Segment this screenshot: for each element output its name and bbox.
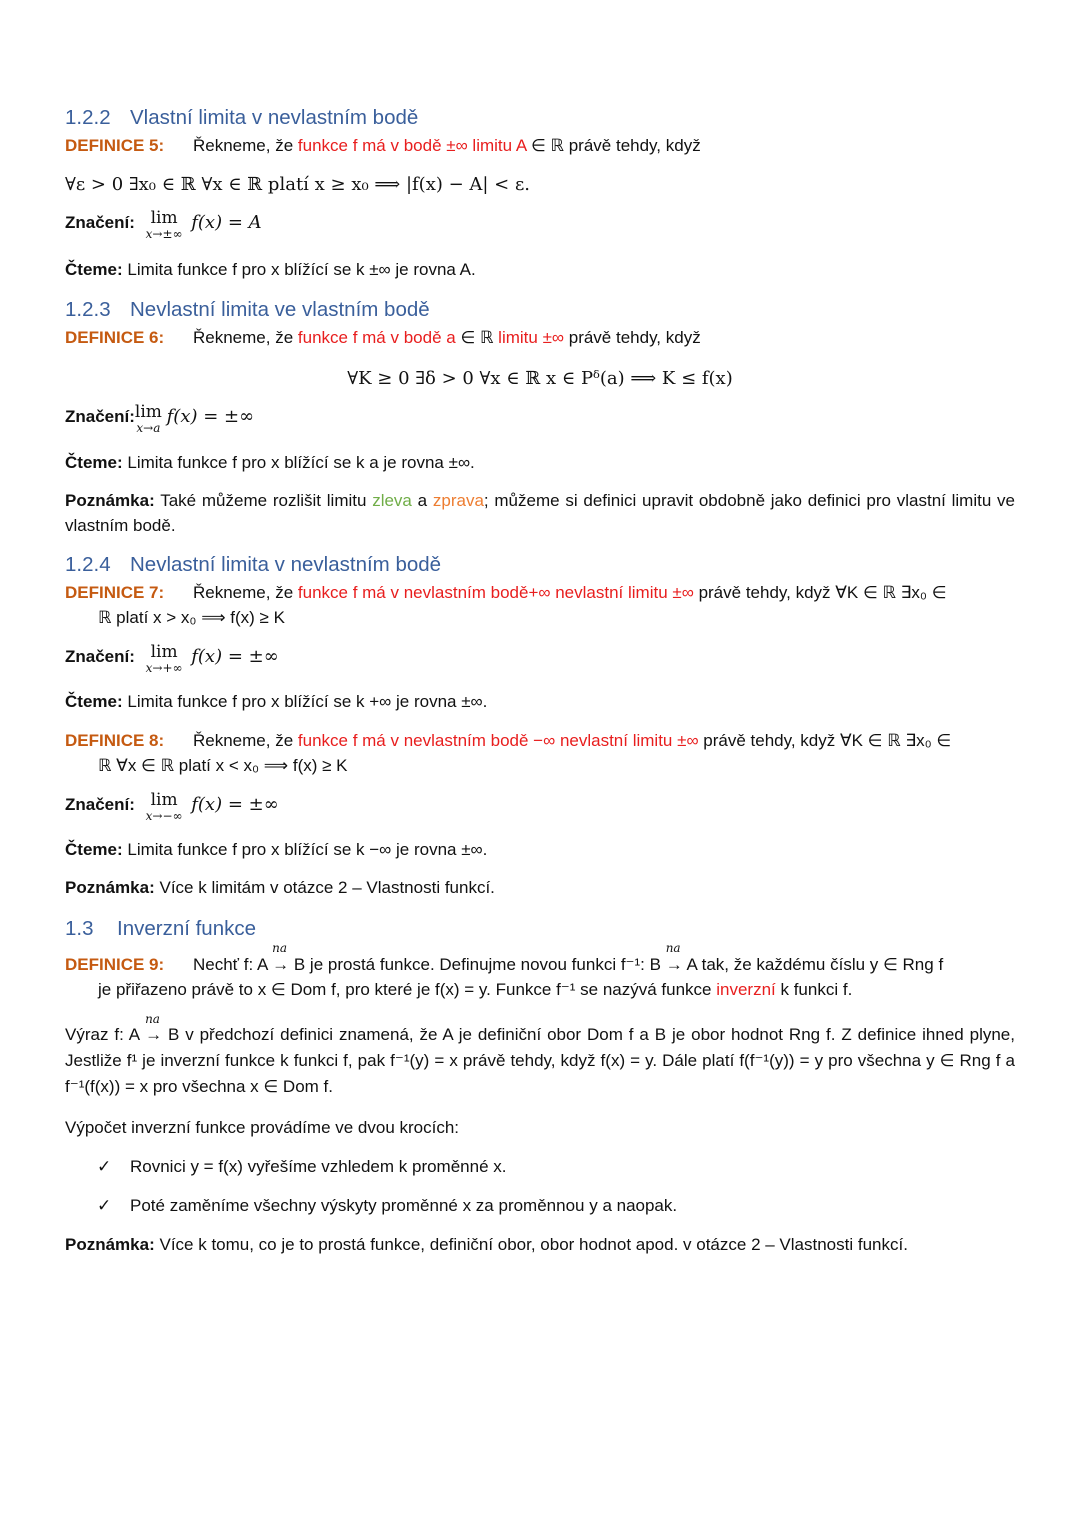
section-heading-1-2-4 bbox=[65, 551, 441, 579]
steps-intro: Výpočet inverzní funkce provádíme ve dvou krocích: bbox=[65, 1118, 460, 1137]
notation-label: Značení: bbox=[65, 213, 135, 232]
reading-text: Limita funkce f pro x blížící se k a je rovna ±∞. bbox=[127, 453, 475, 472]
definition-8 bbox=[65, 728, 1015, 753]
definition-text: Řekneme, že bbox=[193, 731, 298, 750]
lim-subscript: x→+∞ bbox=[145, 661, 183, 675]
definition-text: Řekneme, že bbox=[193, 583, 298, 602]
definition-highlight: funkce f má v nevlastním bodě+∞ nevlastní limitu bbox=[297, 583, 673, 602]
note-text: Také můžeme rozlišit limitu bbox=[160, 491, 373, 510]
section-title: Vlastní limita v nevlastním bodě bbox=[130, 106, 419, 129]
reading-text: Limita funkce f pro x blížící se k −∞ je rovna ±∞. bbox=[127, 840, 488, 859]
definition-text: k funkci f. bbox=[775, 980, 853, 999]
lim-text: lim bbox=[150, 642, 178, 662]
mapping-arrow: na → bbox=[666, 952, 683, 977]
reading-5 bbox=[65, 257, 476, 282]
notation-8 bbox=[65, 792, 279, 824]
notation-5 bbox=[65, 210, 262, 242]
definition-6 bbox=[65, 325, 1015, 350]
formula-definition-5: ∀ε > 0 ∃x₀ ∈ ℝ ∀x ∈ ℝ platí x ≥ x₀ ⟹ |f(x) − A| < ε. bbox=[65, 174, 531, 195]
limit-operator bbox=[146, 210, 183, 242]
formula-definition-6: ∀K ≥ 0 ∃δ > 0 ∀x ∈ ℝ x ∈ Pᵟ(a) ⟹ K ≤ f(x) bbox=[347, 368, 733, 389]
lim-text: lim bbox=[134, 402, 162, 422]
note-label: Poznámka: bbox=[65, 1235, 155, 1254]
note-6 bbox=[65, 488, 1015, 538]
checkmark-icon: ✓ bbox=[97, 1196, 112, 1215]
section-title: Nevlastní limita ve vlastním bodě bbox=[130, 298, 430, 321]
note-text: Více k tomu, co je to prostá funkce, definiční obor, obor hodnot apod. v otázce 2 – Vlastnosti funkcí. bbox=[159, 1235, 908, 1254]
definition-5 bbox=[65, 133, 1015, 158]
lim-subscript: x→±∞ bbox=[145, 227, 183, 241]
notation-expression: f(x) = A bbox=[191, 212, 262, 233]
section-title: Inverzní funkce bbox=[117, 917, 257, 940]
paragraph-inverse-explained bbox=[65, 1012, 1015, 1100]
limit-operator bbox=[146, 644, 183, 676]
section-number: 1.2.4 bbox=[65, 553, 111, 576]
definition-label: DEFINICE 7: bbox=[65, 583, 165, 602]
definition-label: DEFINICE 9: bbox=[65, 955, 165, 974]
reading-label: Čteme: bbox=[65, 453, 123, 472]
section-number: 1.2.2 bbox=[65, 106, 111, 129]
definition-9-line2 bbox=[65, 977, 852, 1002]
reading-8 bbox=[65, 837, 487, 862]
reading-7 bbox=[65, 689, 487, 714]
definition-label: DEFINICE 8: bbox=[65, 731, 165, 750]
mapping-arrow: na → bbox=[272, 952, 289, 977]
paragraph-text: Výraz f: A bbox=[65, 1025, 146, 1044]
note-limits bbox=[65, 875, 495, 900]
reading-label: Čteme: bbox=[65, 692, 123, 711]
notation-expression: f(x) = ±∞ bbox=[191, 646, 279, 667]
arrow-label: na bbox=[272, 941, 288, 955]
limit-operator bbox=[135, 404, 162, 436]
definition-9 bbox=[65, 941, 1025, 977]
section-heading-1-3 bbox=[65, 915, 256, 943]
note-label: Poznámka: bbox=[65, 878, 155, 897]
definition-highlight: inverzní bbox=[716, 980, 776, 999]
lim-text: lim bbox=[150, 208, 178, 228]
section-number: 1.2.3 bbox=[65, 298, 111, 321]
notation-6 bbox=[65, 404, 254, 436]
step-text: Rovnici y = f(x) vyřešíme vzhledem k proměnné x. bbox=[130, 1157, 507, 1176]
notation-label: Značení: bbox=[65, 407, 135, 426]
lim-text: lim bbox=[150, 790, 178, 810]
arrow-label: na bbox=[145, 1012, 160, 1026]
lim-subscript: x→−∞ bbox=[145, 809, 183, 823]
reading-label: Čteme: bbox=[65, 840, 123, 859]
paragraph-text: B v předchozí definici znamená, že A je definiční obor Dom f a B je obor hodnot Rng f. Z definice ihned plyne, Jestliže f¹ je inverzní funkce k funkci f, pak f⁻¹(y) = x právě tehdy, když f(x) = y. Dále platí f(f⁻¹(y)) = y pro všechna y ∈ Rng f a f⁻¹(f(x)) = x pro všechna x ∈ Dom f. bbox=[65, 1025, 1015, 1096]
notation-label: Značení: bbox=[65, 647, 135, 666]
section-title: Nevlastní limita v nevlastním bodě bbox=[130, 553, 442, 576]
checkmark-icon: ✓ bbox=[97, 1157, 112, 1176]
limit-operator bbox=[146, 792, 183, 824]
definition-8-line2: ℝ ∀x ∈ ℝ platí x < x₀ ⟹ f(x) ≥ K bbox=[98, 756, 348, 775]
note-inverse bbox=[65, 1232, 908, 1257]
definition-7-line2: ℝ platí x > x₀ ⟹ f(x) ≥ K bbox=[98, 608, 285, 627]
definition-label: DEFINICE 5: bbox=[65, 136, 165, 155]
reading-text: Limita funkce f pro x blížící se k ±∞ je rovna A. bbox=[127, 260, 476, 279]
note-text: Více k limitám v otázce 2 – Vlastnosti funkcí. bbox=[159, 878, 495, 897]
definition-text: Nechť f: A bbox=[193, 955, 273, 974]
note-left: zleva bbox=[372, 491, 412, 510]
note-text: ; můžeme si definici upravit obdobně jako definici pro vlastní limitu ve vlastním bodě. bbox=[65, 491, 1016, 535]
definition-text: Řekneme, že bbox=[193, 328, 298, 347]
definition-highlight: limitu ±∞ bbox=[498, 328, 565, 347]
notation-label: Značení: bbox=[65, 795, 135, 814]
note-right: zprava bbox=[432, 491, 484, 510]
definition-highlight: funkce f má v bodě ±∞ limitu A bbox=[297, 136, 527, 155]
notation-expression: f(x) = ±∞ bbox=[191, 794, 279, 815]
step-item-2 bbox=[65, 1193, 677, 1218]
arrow-label: na bbox=[665, 941, 681, 955]
definition-text: A tak, že každému číslu y ∈ Rng f bbox=[682, 955, 944, 974]
definition-text: ∈ ℝ právě tehdy, když bbox=[526, 136, 701, 155]
note-text: a bbox=[411, 491, 433, 510]
section-heading-1-2-2 bbox=[65, 104, 418, 132]
definition-text: Řekneme, že bbox=[193, 136, 298, 155]
mapping-arrow: na → bbox=[145, 1022, 162, 1048]
lim-subscript: x→a bbox=[136, 421, 161, 435]
reading-text: Limita funkce f pro x blížící se k +∞ je rovna ±∞. bbox=[127, 692, 488, 711]
definition-text: právě tehdy, když bbox=[564, 328, 701, 347]
definition-highlight: ±∞ bbox=[672, 583, 694, 602]
definition-text: právě tehdy, když ∀K ∈ ℝ ∃x₀ ∈ bbox=[693, 583, 947, 602]
definition-text: B je prostá funkce. Definujme novou funkci f⁻¹: B bbox=[289, 955, 666, 974]
definition-text: je přiřazeno právě to x ∈ Dom f, pro které je f(x) = y. Funkce f⁻¹ se nazývá funkce bbox=[98, 980, 717, 999]
step-text: Poté zaměníme všechny výskyty proměnné x za proměnnou y a naopak. bbox=[130, 1196, 678, 1215]
definition-highlight: funkce f má v bodě a bbox=[297, 328, 456, 347]
definition-7 bbox=[65, 580, 1015, 605]
definition-highlight: ±∞ bbox=[677, 731, 699, 750]
reading-6 bbox=[65, 450, 475, 475]
notation-expression: f(x) = ±∞ bbox=[166, 406, 255, 427]
definition-text: ∈ ℝ bbox=[455, 328, 499, 347]
reading-label: Čteme: bbox=[65, 260, 123, 279]
section-number: 1.3 bbox=[65, 917, 94, 940]
notation-7 bbox=[65, 644, 279, 676]
note-label: Poznámka: bbox=[65, 491, 155, 510]
definition-highlight: funkce f má v nevlastním bodě −∞ nevlastní limitu bbox=[297, 731, 678, 750]
definition-text: právě tehdy, když ∀K ∈ ℝ ∃x₀ ∈ bbox=[698, 731, 952, 750]
step-item-1 bbox=[65, 1154, 506, 1179]
definition-label: DEFINICE 6: bbox=[65, 328, 165, 347]
section-heading-1-2-3 bbox=[65, 296, 430, 324]
